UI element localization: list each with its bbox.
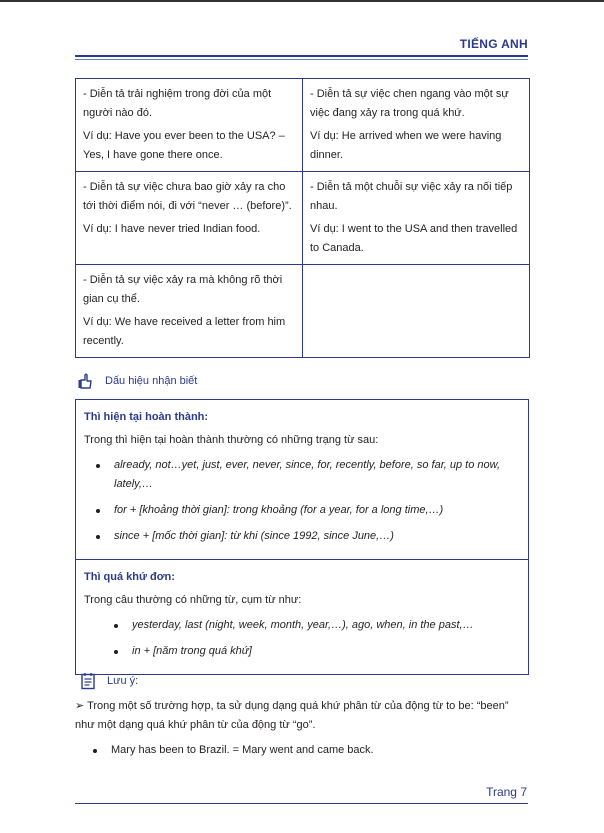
table-row	[76, 265, 530, 358]
usage-example: Ví dụ: I have never tried Indian food.	[83, 223, 261, 235]
list-item: already, not…yet, just, ever, never, since, for, recently, before, so far, up to now, lately,…	[84, 456, 520, 494]
usage-desc: - Diễn tả sự việc chưa bao giờ xảy ra cho tới thời điểm nói, đi với “never … (before)”.	[83, 181, 292, 212]
usage-table	[75, 78, 530, 358]
note-line-2: như một dạng quá khứ phân từ của động từ “go”.	[75, 719, 316, 731]
list-item: since + [mốc thời gian]: từ khi (since 1992, since June,…)	[84, 527, 520, 546]
header-rule	[75, 55, 528, 57]
past-simple-intro: Trong câu thường có những từ, cụm từ như:	[84, 594, 302, 606]
usage-desc: - Diễn tả sự việc xảy ra mà không rõ thời gian cụ thể.	[83, 274, 283, 305]
usage-example: Ví dụ: He arrived when we were having dinner.	[310, 130, 502, 161]
table-row	[76, 79, 530, 172]
usage-desc: - Diễn tả trải nghiệm trong đời của một người nào đó.	[83, 88, 272, 119]
usage-example: Ví dụ: We have received a letter from him recently.	[83, 316, 286, 347]
list-item: yesterday, last (night, week, month, year,…), ago, when, in the past,…	[84, 616, 520, 635]
usage-desc: - Diễn tả một chuỗi sự việc xảy ra nối tiếp nhau.	[310, 181, 513, 212]
signs-heading-row	[77, 372, 197, 390]
usage-desc: - Diễn tả sự việc chen ngang vào một sự việc đang xảy ra trong quá khứ.	[310, 88, 509, 119]
present-perfect-intro: Trong thì hiện tại hoàn thành thường có những trạng từ sau:	[84, 434, 379, 446]
usage-example: Ví dụ: I went to the USA and then travelled to Canada.	[310, 223, 518, 254]
note-line-1: ➢ Trong một số trường hợp, ta sử dụng dạng quá khứ phân từ của động từ to be: “been”	[75, 700, 509, 712]
table-cell-empty	[303, 265, 530, 358]
note-heading: Lưu ý:	[107, 675, 139, 687]
note-bullet: Mary has been to Brazil. = Mary went and came back.	[93, 741, 374, 760]
present-perfect-list	[84, 456, 520, 546]
table-cell	[76, 79, 303, 172]
past-simple-list	[84, 616, 520, 661]
table-cell	[303, 172, 530, 265]
present-perfect-title: Thì hiện tại hoàn thành:	[84, 411, 209, 423]
header-title: TIẾNG ANH	[459, 37, 528, 51]
signs-heading: Dấu hiệu nhận biết	[105, 375, 198, 387]
footer-rule	[75, 803, 528, 804]
table-cell	[76, 172, 303, 265]
note-heading-row	[79, 672, 138, 690]
present-perfect-section	[76, 400, 528, 559]
past-simple-section	[76, 559, 528, 674]
hand-pointer-icon	[77, 372, 95, 390]
header-rule-thin	[75, 59, 528, 60]
page-number: Trang 7	[486, 785, 527, 799]
list-item: in + [năm trong quá khứ]	[84, 642, 520, 661]
table-cell	[76, 265, 303, 358]
signs-box	[75, 399, 529, 675]
list-item: for + [khoảng thời gian]: trong khoảng (for a year, for a long time,…)	[84, 501, 520, 520]
top-border	[0, 0, 604, 2]
notepad-icon	[79, 672, 97, 690]
note-text	[75, 697, 529, 735]
table-row	[76, 172, 530, 265]
usage-example: Ví dụ: Have you ever been to the USA? – Yes, I have gone there once.	[83, 130, 285, 161]
past-simple-title: Thì quá khứ đơn:	[84, 571, 175, 583]
table-cell	[303, 79, 530, 172]
